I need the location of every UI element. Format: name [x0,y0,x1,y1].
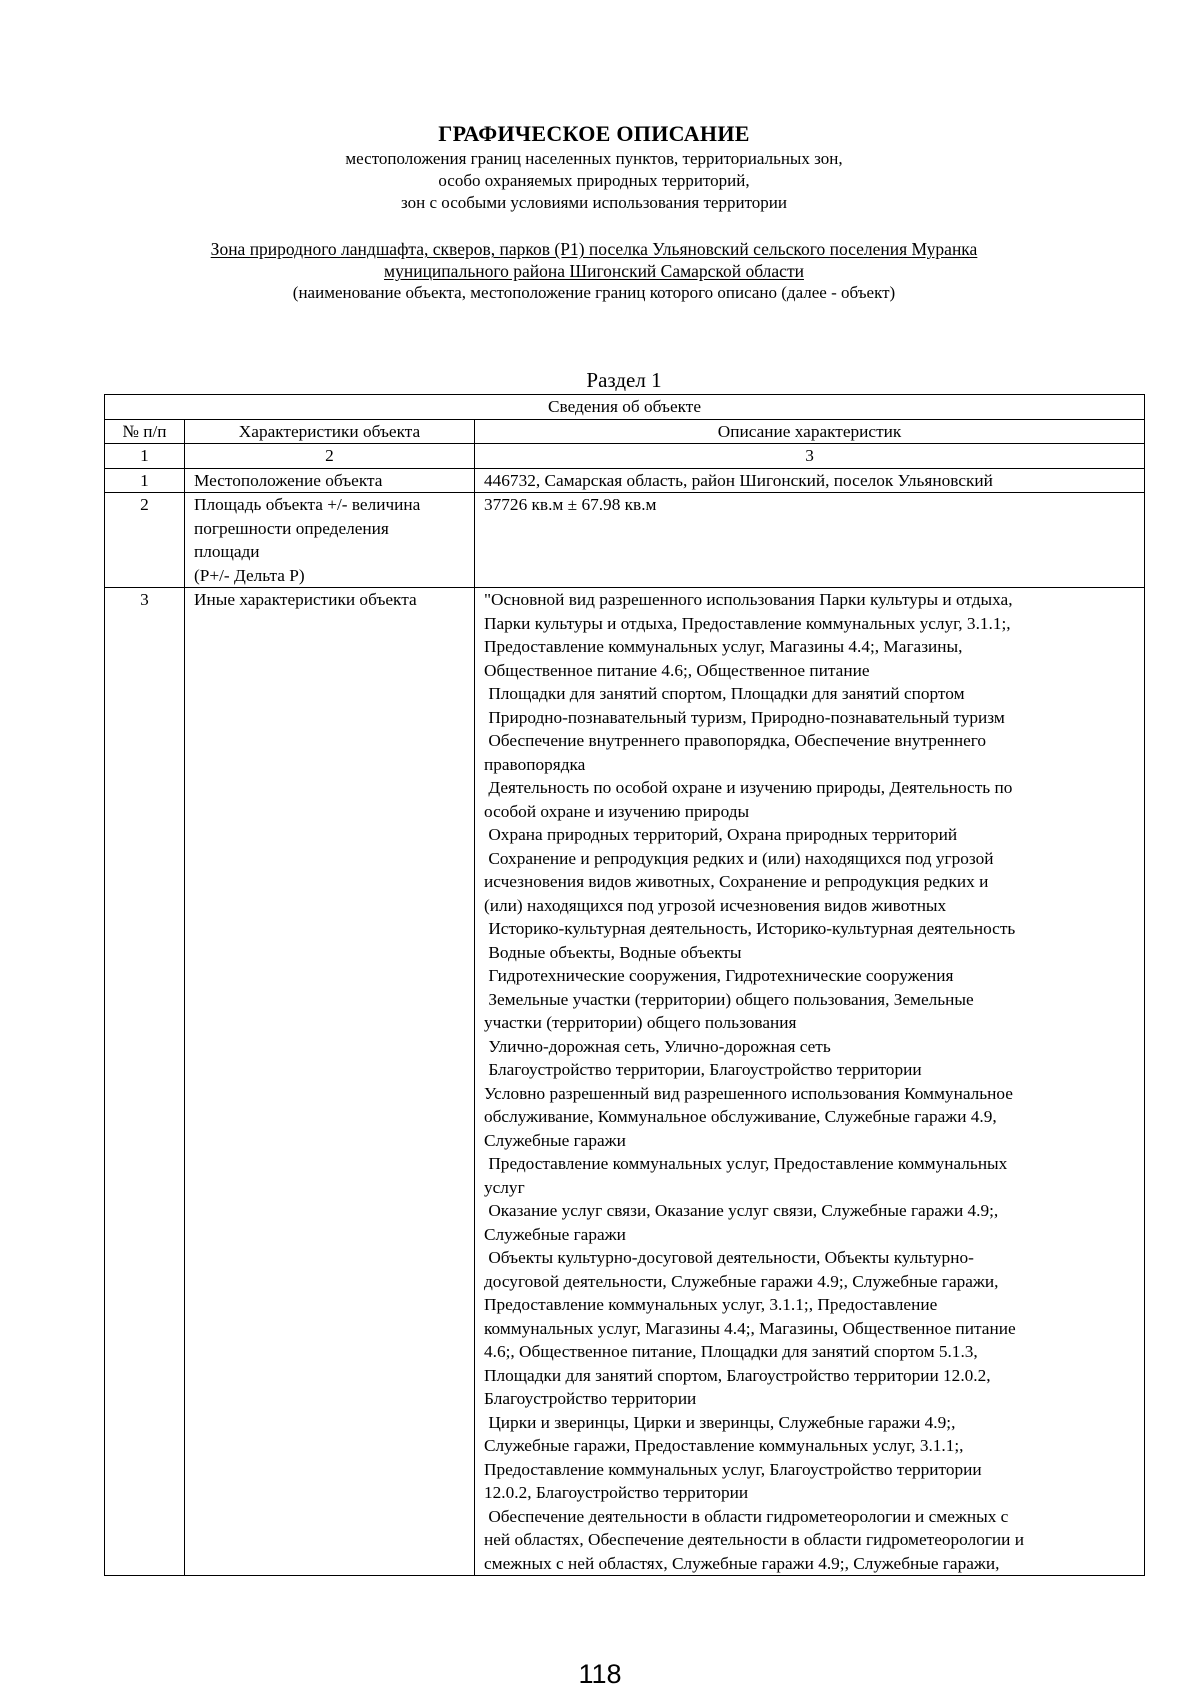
characteristic-cell [185,493,475,588]
description-cell [475,588,1145,1576]
description-line: (или) находящихся под угрозой исчезновения видов животных [484,895,947,915]
description-line: обслуживание, Коммунальное обслуживание, Служебные гаражи 4.9, [484,1107,997,1126]
column-header: № п/п [105,419,185,444]
description-line: правопорядка [484,754,586,774]
section-title: Раздел 1 [586,368,662,392]
description-line: Служебные гаражи [484,1224,626,1244]
description-line: Предоставление коммунальных услуг, Магазины 4.4;, Магазины, [484,637,963,656]
description-line: Историко-культурная деятельность, Историко-культурная деятельность [484,919,1016,938]
description-line: участки (территории) общего пользования [484,1013,797,1032]
description-line: 446732, Самарская область, район Шигонский, поселок Ульяновский [484,470,993,490]
description-line: Гидротехнические сооружения, Гидротехнические сооружения [484,966,954,985]
description-line: Обеспечение деятельности в области гидрометеорологии и смежных с [484,1506,1009,1526]
table-caption: Сведения об объекте [105,395,1145,420]
column-header: Характеристики объекта [185,419,475,444]
description-line: Условно разрешенный вид разрешенного использования Коммунальное [484,1083,1013,1103]
characteristic-line: погрешности определения [194,518,389,538]
description-line: досуговой деятельности, Служебные гаражи 4.9;, Служебные гаражи, [484,1271,999,1291]
description-line: Природно-познавательный туризм, Природно-познавательный туризм [484,707,1005,727]
description-line: Сохранение и репродукция редких и (или) находящихся под угрозой [484,848,994,868]
description-cell [475,493,1145,588]
description-line: услуг [484,1177,525,1197]
description-line: Улично-дорожная сеть, Улично-дорожная сеть [484,1036,831,1056]
description-line: Предоставление коммунальных услуг, Благоустройство территории [484,1459,982,1479]
characteristic-line: Площадь объекта +/- величина [194,495,421,514]
characteristic-line: Иные характеристики объекта [194,590,417,609]
characteristic-line: Местоположение объекта [194,470,383,490]
object-info-table [104,394,1145,1576]
description-line: Предоставление коммунальных услуг, 3.1.1;, Предоставление [484,1295,938,1314]
row-number: 3 [105,588,185,1576]
document-header [104,120,1084,304]
description-line: Предоставление коммунальных услуг, Предоставление коммунальных [484,1154,1008,1173]
description-line: 12.0.2, Благоустройство территории [484,1483,749,1502]
description-line: Объекты культурно-досуговой деятельности, Объекты культурно- [484,1248,974,1267]
description-line: 37726 кв.м ± 67.98 кв.м [484,495,657,514]
characteristic-cell [185,588,475,1576]
description-line: Площадки для занятий спортом, Площадки для занятий спортом [484,684,965,703]
characteristic-line: (P+/- Дельта P) [194,565,305,585]
column-number: 1 [105,444,185,469]
table-header-row [105,419,1145,444]
row-number: 2 [105,493,185,588]
description-line: Водные объекты, Водные объекты [484,942,742,962]
description-line: 4.6;, Общественное питание, Площадки для занятий спортом 5.1.3, [484,1342,978,1361]
characteristic-line: площади [194,542,260,561]
object-name-line: Зона природного ландшафта, скверов, парков (Р1) поселка Ульяновский сельского поселения Муранка [210,239,978,259]
description-line: смежных с ней областях, Служебные гаражи 4.9;, Служебные гаражи, [484,1553,1000,1573]
description-line: Общественное питание 4.6;, Общественное питание [484,660,870,680]
table-body [105,468,1145,1576]
description-line: Площадки для занятий спортом, Благоустройство территории 12.0.2, [484,1365,991,1385]
description-line: Земельные участки (территории) общего пользования, Земельные [484,989,974,1009]
description-line: Оказание услуг связи, Оказание услуг связи, Служебные гаражи 4.9;, [484,1201,999,1220]
description-line: Деятельность по особой охране и изучению природы, Деятельность по [484,778,1013,797]
description-line: Цирки и зверинцы, Цирки и зверинцы, Служебные гаражи 4.9;, [484,1412,956,1432]
table-row [105,493,1145,588]
description-line: исчезновения видов животных, Сохранение и репродукция редких и [484,872,989,891]
column-header: Описание характеристик [475,419,1145,444]
description-line: Служебные гаражи, Предоставление коммунальных услуг, 3.1.1;, [484,1436,964,1455]
object-name [104,238,1084,282]
table-row [105,588,1145,1576]
object-name-line: муниципального района Шигонский Самарской области [384,261,804,281]
table-caption-row [105,395,1145,420]
subtitle-line: особо охраняемых природных территорий, [438,171,750,190]
table-row [105,468,1145,493]
characteristic-cell [185,468,475,493]
column-number-row [105,444,1145,469]
description-cell [475,468,1145,493]
description-line: коммунальных услуг, Магазины 4.4;, Магазины, Общественное питание [484,1318,1016,1338]
description-line: особой охране и изучению природы [484,801,750,821]
description-line: Обеспечение внутреннего правопорядка, Обеспечение внутреннего [484,731,987,750]
column-number: 3 [475,444,1145,469]
description-line: Парки культуры и отдыха, Предоставление коммунальных услуг, 3.1.1;, [484,613,1011,633]
description-line: Служебные гаражи [484,1130,626,1150]
page-number: 118 [578,1659,622,1689]
object-name-caption: (наименование объекта, местоположение границ которого описано (далее - объект) [292,283,896,302]
row-number: 1 [105,468,185,493]
subtitle-line: местоположения границ населенных пунктов, территориальных зон, [345,149,843,168]
description-line: "Основной вид разрешенного использования Парки культуры и отдыха, [484,590,1013,609]
document-title: ГРАФИЧЕСКОЕ ОПИСАНИЕ [438,121,750,146]
description-line: Охрана природных территорий, Охрана природных территорий [484,825,958,844]
description-line: ней областях, Обеспечение деятельности в области гидрометеорологии и [484,1530,1024,1549]
description-line: Благоустройство территории [484,1389,697,1408]
subtitle-line: зон с особыми условиями использования территории [401,193,787,212]
column-number: 2 [185,444,475,469]
description-line: Благоустройство территории, Благоустройство территории [484,1060,922,1079]
